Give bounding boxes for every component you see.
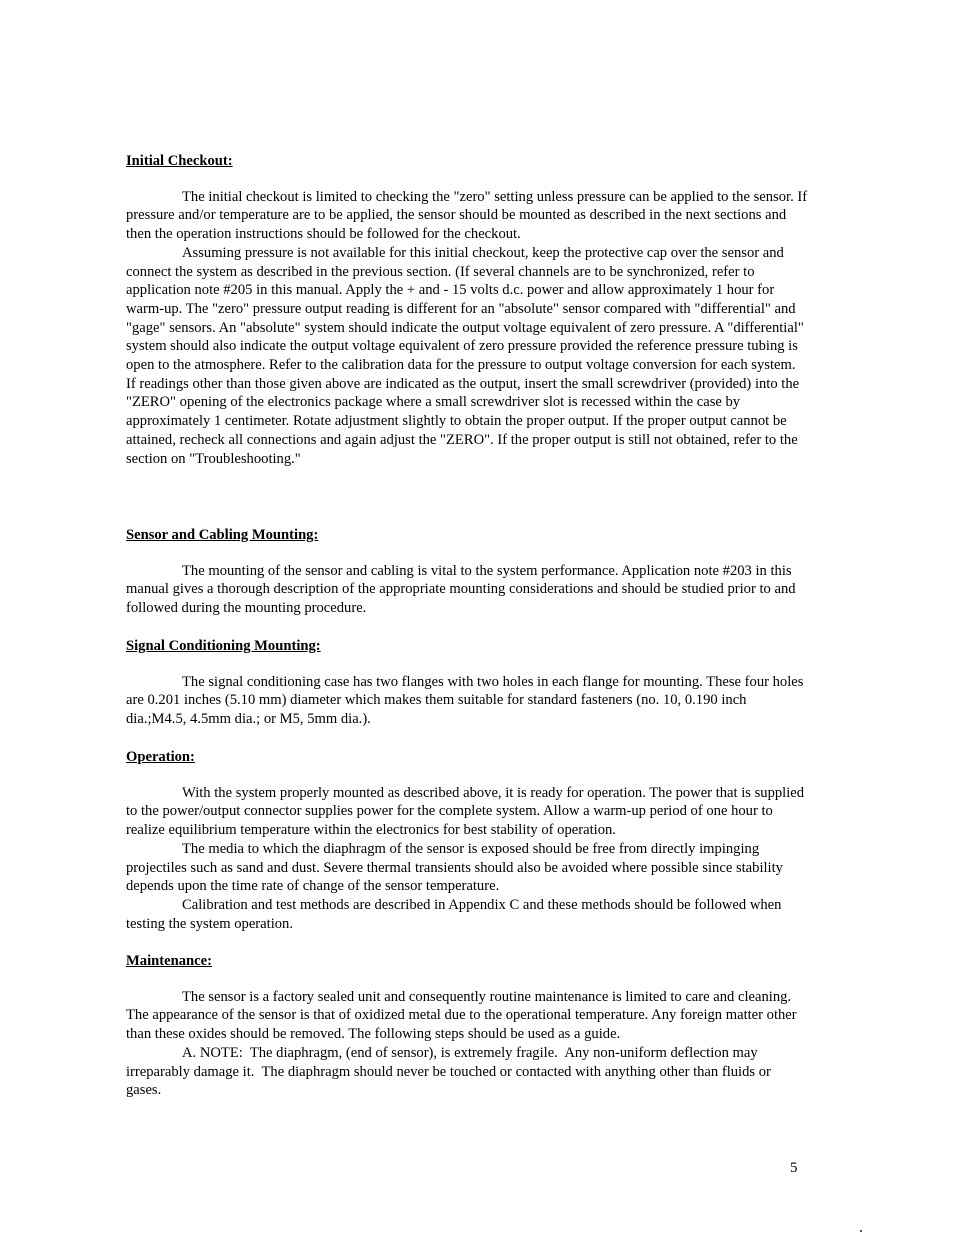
page-number: 5 (790, 1160, 798, 1176)
section-heading: Operation: (126, 749, 195, 765)
paragraph: The media to which the diaphragm of the sensor is exposed should be free from directly impinging projectiles such as sand and dust. Severe thermal transients should also be avoided where possible since stability depends upon the time rate of change of the sensor temperature. (126, 840, 783, 895)
note-text: The diaphragm, (end of sensor), is extremely fragile. Any non-uniform deflection may irreparably damage it. The diaphragm should never be touched or contacted with anything other than fluids or gases. (126, 1044, 775, 1099)
section-heading: Initial Checkout: (126, 153, 233, 169)
paragraph: Calibration and test methods are described in Appendix C and these methods should be followed when testing the system operation. (126, 896, 782, 932)
section-heading: Signal Conditioning Mounting: (126, 638, 321, 654)
section-operation (126, 748, 808, 933)
scan-speck (860, 1230, 862, 1232)
paragraph: The sensor is a factory sealed unit and consequently routine maintenance is limited to care and cleaning. The appearance of the sensor is that of oxidized metal due to the operational temperature. Any foreign matter other than these oxides should be removed. The following steps should be used as a guide. (126, 988, 797, 1043)
paragraph: The mounting of the sensor and cabling is vital to the system performance. Application note #203 in this manual gives a thorough description of the appropriate mounting considerations and should be studied prior to and followed during the mounting procedure. (126, 562, 796, 617)
paragraph: The initial checkout is limited to checking the "zero" setting unless pressure can be applied to the sensor. If pressure and/or temperature are to be applied, the sensor should be mounted as described in the next sections and then the operation instructions should be followed for the checkout. (126, 188, 808, 243)
section-signal-conditioning-mounting (126, 637, 808, 729)
paragraph: The signal conditioning case has two flanges with two holes in each flange for mounting. These four holes are 0.201 inches (5.10 mm) diameter which makes them suitable for standard fasteners (no. 10, 0.190 inch dia.;M4.5, 4.5mm dia.; or M5, 5mm dia.). (126, 673, 804, 728)
paragraph: Assuming pressure is not available for this initial checkout, keep the protective cap over the sensor and connect the system as described in the previous section. (If several channels are to be synchronized, refer to application note #205 in this manual. Apply the + and - 15 volts d.c. power and allow approximately 1 hour for warm-up. The "zero" pressure output reading is different for an "absolute" sensor compared with "differential" and "gage" sensors. An "absolute" system should indicate the output voltage equivalent of zero pressure. A "differential" system should also indicate the output voltage equivalent of zero pressure provided the reference pressure tubing is open to the atmosphere. Refer to the calibration data for the pressure to output voltage conversion for each system. If readings other than those given above are indicated as the output, insert the small screwdriver (provided) into the "ZERO" opening of the electronics package where a small screwdriver slot is recessed within the case by approximately 1 centimeter. Rotate adjustment slightly to obtain the proper output. If the proper output cannot be attained, recheck all connections and again adjust the "ZERO". If the proper output is still not obtained, refer to the section on "Troubleshooting." (126, 244, 804, 467)
paragraph: With the system properly mounted as described above, it is ready for operation. The power that is supplied to the power/output connector supplies power for the complete system. Allow a warm-up period of one hour to realize equilibrium temperature within the electronics for best stability of operation. (126, 784, 805, 839)
section-sensor-cabling-mounting (126, 526, 808, 618)
note-prefix: A. NOTE: (182, 1044, 243, 1061)
section-initial-checkout (126, 152, 808, 468)
section-heading: Sensor and Cabling Mounting: (126, 527, 319, 543)
section-maintenance (126, 952, 808, 1100)
section-heading: Maintenance: (126, 953, 212, 969)
note-paragraph (126, 1044, 808, 1100)
